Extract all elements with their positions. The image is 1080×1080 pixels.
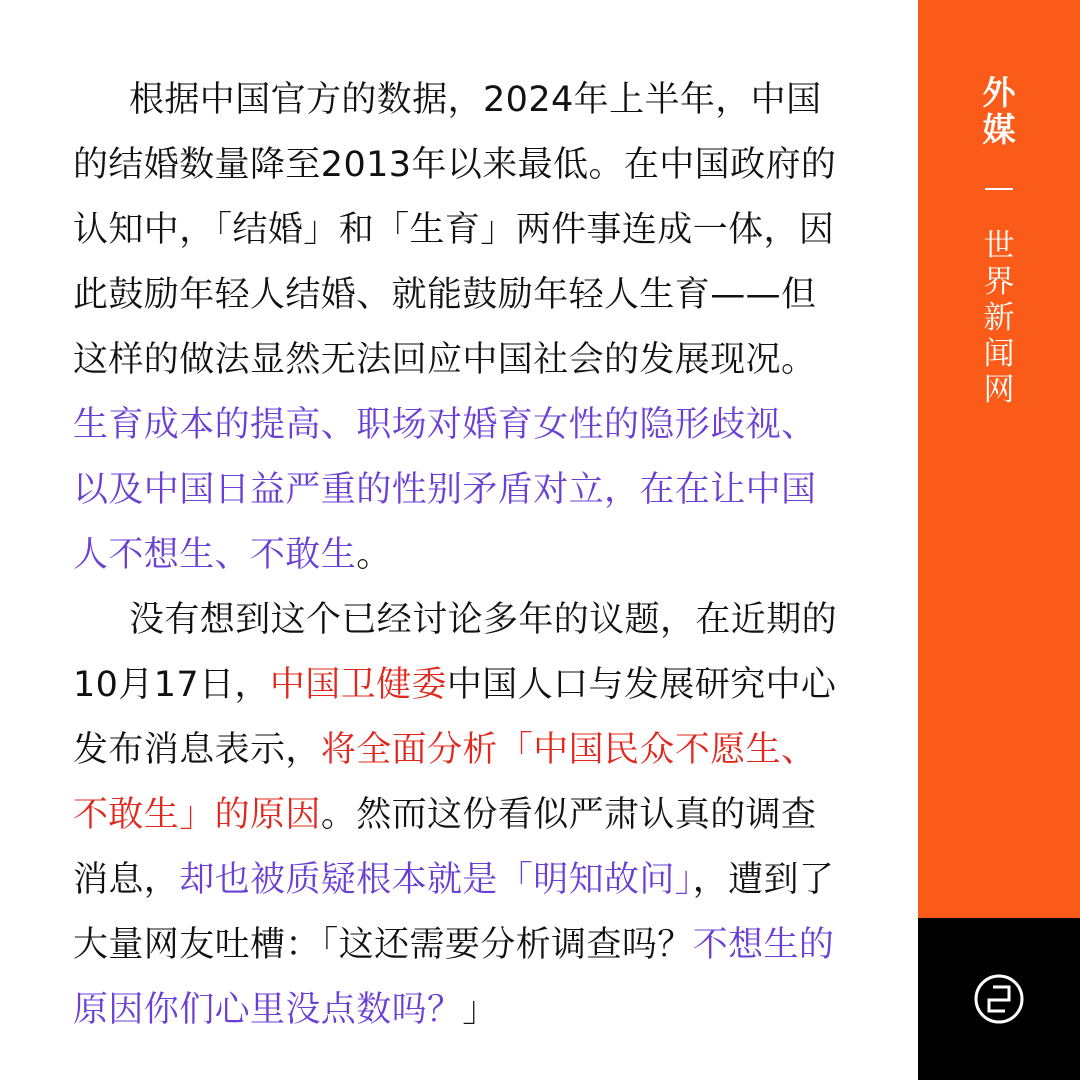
brand-subtitle — [918, 228, 1080, 408]
paragraph-2-text-2: 中国人口与发展研究中心发布消息表示， — [73, 665, 837, 770]
highlight-red-2: 将全面分析「中国民众不愿生、不敢生」的原因 — [73, 730, 817, 835]
brand-title-char: 外 — [982, 73, 1016, 112]
brand-subtitle-char: 新 — [983, 300, 1015, 336]
highlight-red-1: 中国卫健委 — [269, 665, 447, 705]
paragraph-1-end: 。 — [356, 535, 392, 575]
brand-subtitle-char: 网 — [983, 372, 1015, 408]
brand-sidebar — [918, 0, 1080, 918]
brand-subtitle-char: 闻 — [983, 336, 1015, 372]
article-body — [73, 68, 848, 1043]
brand-title — [918, 74, 1080, 148]
brand-title-char: 媒 — [982, 110, 1016, 149]
paragraph-2 — [73, 588, 848, 1043]
highlight-purple-1: 生育成本的提高、职场对婚育女性的隐形歧视、以及中国日益严重的性别矛盾对立，在在让中国人不想生、不敢生 — [73, 405, 817, 575]
brand-subtitle-char: 世 — [983, 228, 1015, 264]
highlight-purple-2: 却也被质疑根本就是「明知故问」 — [179, 860, 693, 900]
paragraph-1 — [73, 68, 848, 588]
highlight-purple-3: 不想生的原因你们心里没点数吗？ — [73, 925, 835, 1030]
paragraph-2-text-1: 没有想到这个已经讨论多年的议题，在近期的10月17日， — [73, 600, 838, 705]
publisher-logo-icon — [973, 973, 1025, 1025]
paragraph-2-text-4: ，遭到了大量网友吐槽：「这还需要分析调查吗？ — [73, 860, 835, 965]
paragraph-2-end: 」 — [462, 990, 498, 1030]
brand-subtitle-char: 界 — [983, 264, 1015, 300]
paragraph-1-text: 根据中国官方的数据，2024年上半年，中国的结婚数量降至2013年以来最低。在中国政府的认知中，「结婚」和「生育」两件事连成一体，因此鼓励年轻人结婚、就能鼓励年轻人生育——但这样的做法显然无法回应中国社会的发展现况。 — [73, 80, 837, 380]
brand-divider — [985, 188, 1013, 190]
paragraph-2-text-3: 。然而这份看似严肃认真的调查消息， — [73, 795, 817, 900]
logo-block — [918, 918, 1080, 1080]
